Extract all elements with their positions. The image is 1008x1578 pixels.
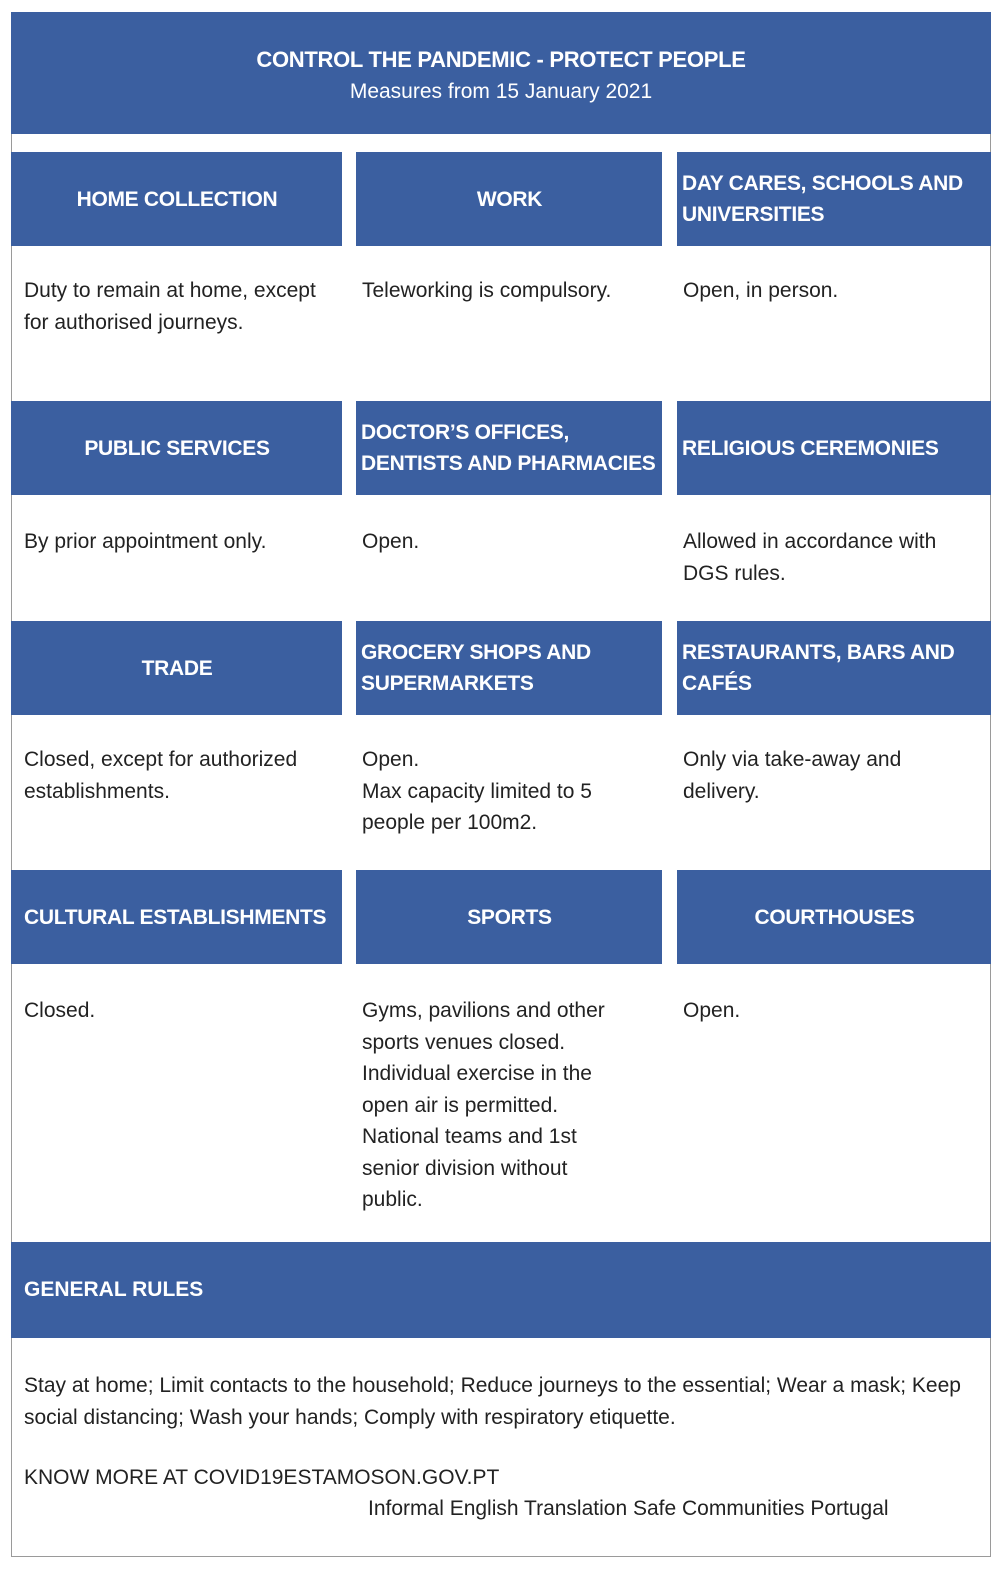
page-subtitle: Measures from 15 January 2021 [349, 80, 653, 103]
text-general-rules: Stay at home; Limit contacts to the household; Reduce journeys to the essential; Wear a mask; Keep social distancing; Wash your hands; Comply with respiratory etiquette. [24, 1374, 961, 1429]
page-title: CONTROL THE PANDEMIC - PROTECT PEOPLE [256, 47, 746, 72]
text-religious-ceremonies: Allowed in accordance with DGS rules. [683, 530, 937, 585]
header-general-rules: GENERAL RULES [11, 1242, 991, 1338]
text-restaurants: Only via take-away and delivery. [683, 748, 902, 803]
sports-line-1: Gyms, pavilions and other sports venues closed. [362, 999, 605, 1054]
title-banner [11, 12, 991, 134]
text-trade: Closed, except for authorized establishments. [24, 748, 298, 803]
header-restaurants: RESTAURANTS, BARS AND CAFÉS [677, 621, 991, 715]
sports-line-3: National teams and 1st senior division without public. [362, 1125, 577, 1211]
text-doctors-offices: Open. [362, 530, 420, 553]
header-work: WORK [356, 152, 662, 246]
know-more-link[interactable]: KNOW MORE AT COVID19ESTAMOSON.GOV.PT [24, 1466, 500, 1489]
header-cultural-establishments: CULTURAL ESTABLISHMENTS [11, 870, 342, 964]
header-doctors-offices: DOCTOR’S OFFICES, DENTISTS AND PHARMACIES [356, 401, 662, 495]
header-trade: TRADE [11, 621, 342, 715]
text-sports [362, 995, 632, 1216]
text-work: Teleworking is compulsory. [362, 279, 612, 302]
text-day-cares: Open, in person. [683, 279, 839, 302]
text-courthouses: Open. [683, 999, 741, 1022]
header-home-collection: HOME COLLECTION [11, 152, 342, 246]
text-grocery-shops [362, 744, 662, 839]
grocery-line-2: Max capacity limited to 5 people per 100m2. [362, 779, 592, 834]
text-home-collection: Duty to remain at home, except for authorised journeys. [24, 279, 316, 334]
text-cultural-establishments: Closed. [24, 999, 96, 1022]
grocery-line-1: Open. [362, 748, 420, 771]
header-day-cares: DAY CARES, SCHOOLS AND UNIVERSITIES [677, 152, 991, 246]
text-public-services: By prior appointment only. [24, 530, 267, 553]
header-sports: SPORTS [356, 870, 662, 964]
sports-line-2: Individual exercise in the open air is permitted. [362, 1062, 592, 1117]
translation-credit: Informal English Translation Safe Communities Portugal [368, 1497, 889, 1520]
header-public-services: PUBLIC SERVICES [11, 401, 342, 495]
header-courthouses: COURTHOUSES [677, 870, 991, 964]
header-grocery-shops: GROCERY SHOPS AND SUPERMARKETS [356, 621, 662, 715]
header-religious-ceremonies: RELIGIOUS CEREMONIES [677, 401, 991, 495]
